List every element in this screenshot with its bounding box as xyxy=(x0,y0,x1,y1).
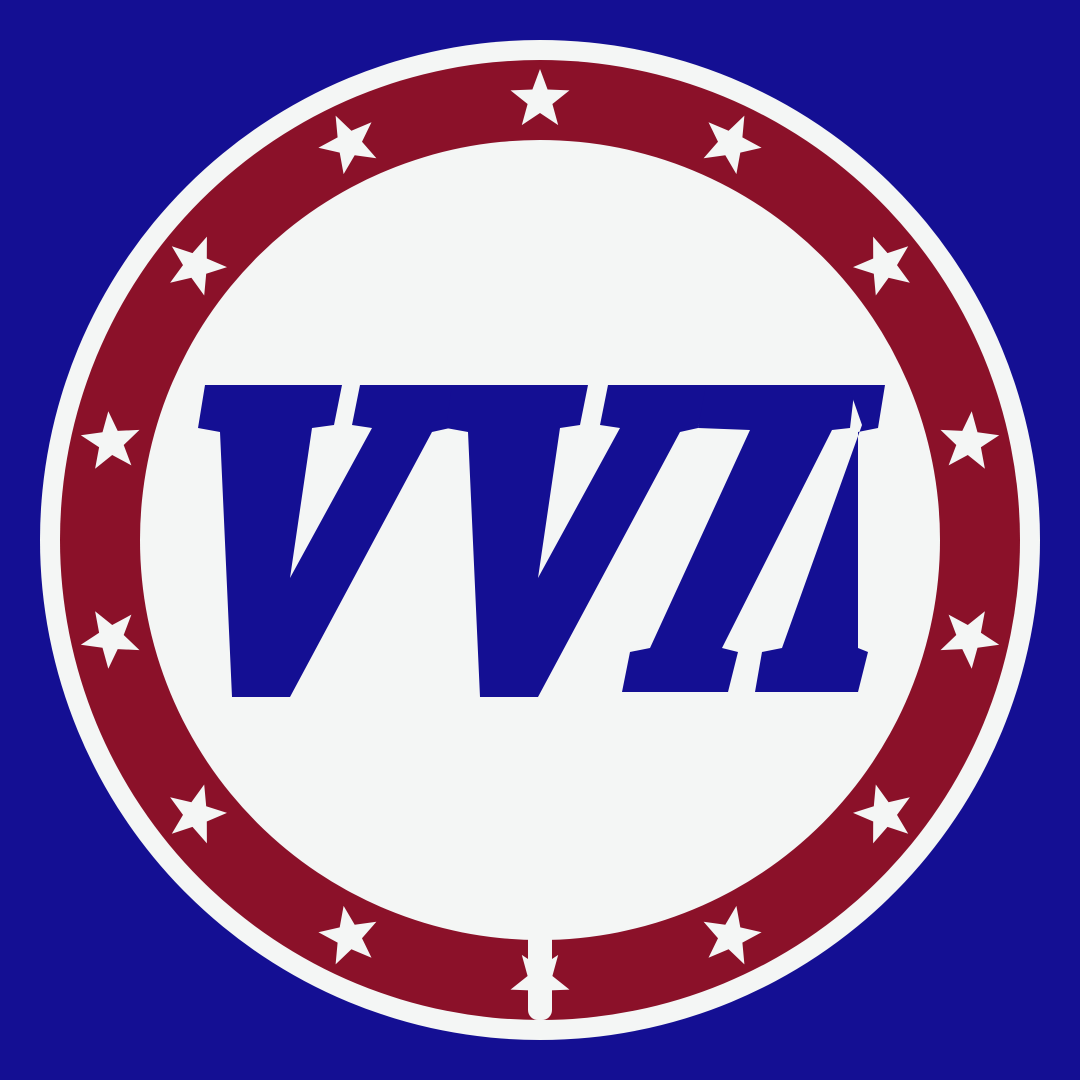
monogram-label: VVII xyxy=(538,700,542,701)
